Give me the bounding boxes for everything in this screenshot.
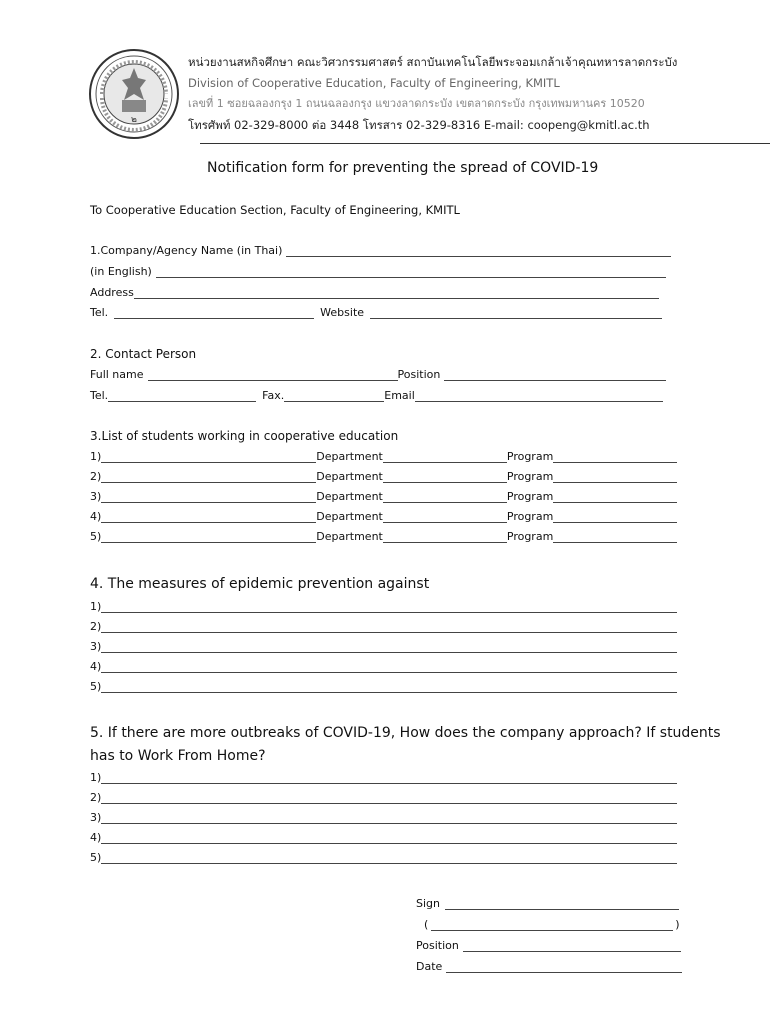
- approach-field[interactable]: [101, 831, 677, 844]
- approach-number: 4): [90, 831, 102, 844]
- measure-row: [90, 660, 677, 673]
- student-row: [90, 470, 677, 483]
- measure-field[interactable]: [101, 680, 677, 693]
- contact-tel-label: Tel.: [90, 389, 109, 402]
- sign-date-label: Date: [416, 960, 443, 973]
- student-number: 1): [90, 450, 102, 463]
- measure-row: [90, 620, 677, 633]
- recipient-line: To Cooperative Education Section, Faculty of Engineering, KMITL: [90, 203, 460, 217]
- email-field[interactable]: [415, 389, 663, 402]
- approach-field[interactable]: [101, 771, 677, 784]
- sign-label: Sign: [416, 897, 440, 910]
- measure-field[interactable]: [101, 640, 677, 653]
- measure-row: [90, 640, 677, 653]
- contact-tel-field[interactable]: [108, 389, 256, 402]
- approach-row: [90, 771, 677, 784]
- student-name-field[interactable]: [101, 470, 316, 483]
- company-english-field[interactable]: [156, 265, 666, 278]
- student-row: [90, 450, 677, 463]
- website-label: Website: [320, 306, 365, 319]
- measure-field[interactable]: [101, 620, 677, 633]
- header-thai-address: เลขที่ 1 ซอยฉลองกรุง 1 ถนนฉลองกรุง แขวงลาดกระบัง เขตลาดกระบัง กรุงเทพมหานคร 10520: [188, 97, 645, 110]
- measure-number: 1): [90, 600, 102, 613]
- department-label: Department: [316, 450, 383, 463]
- sign-date-field[interactable]: [446, 960, 682, 973]
- sign-position-field[interactable]: [463, 939, 681, 952]
- contact-position-label: Position: [397, 368, 441, 381]
- contact-position-field[interactable]: [444, 368, 666, 381]
- full-name-label: Full name: [90, 368, 144, 381]
- approach-row: [90, 811, 677, 824]
- student-name-field[interactable]: [101, 450, 316, 463]
- approach-row: [90, 851, 677, 864]
- sign-name-open-paren: (: [424, 918, 429, 931]
- tel-website-row: [90, 306, 662, 319]
- fax-label: Fax.: [262, 389, 285, 402]
- header-english-unit: Division of Cooperative Education, Faculty of Engineering, KMITL: [188, 76, 560, 90]
- measure-number: 3): [90, 640, 102, 653]
- approach-number: 2): [90, 791, 102, 804]
- measure-number: 4): [90, 660, 102, 673]
- sign-name-field[interactable]: [431, 918, 673, 931]
- department-label: Department: [316, 490, 383, 503]
- program-label: Program: [506, 470, 554, 483]
- address-row: [90, 286, 659, 299]
- sign-name-close-paren: ): [675, 918, 680, 931]
- student-row: [90, 530, 677, 543]
- contact-name-row: [90, 368, 666, 381]
- program-label: Program: [506, 450, 554, 463]
- sign-field[interactable]: [445, 897, 679, 910]
- measure-field[interactable]: [101, 660, 677, 673]
- sign-row: [416, 897, 679, 910]
- approach-row: [90, 831, 677, 844]
- website-field[interactable]: [370, 306, 662, 319]
- company-tel-field[interactable]: [114, 306, 314, 319]
- program-field[interactable]: [553, 510, 677, 523]
- section2-heading: 2. Contact Person: [90, 347, 197, 361]
- department-field[interactable]: [383, 470, 507, 483]
- approach-field[interactable]: [101, 791, 677, 804]
- approach-number: 3): [90, 811, 102, 824]
- section4-heading: 4. The measures of epidemic prevention against: [90, 576, 430, 592]
- section5-heading-line1: 5. If there are more outbreaks of COVID-19, How does the company approach? If students: [90, 725, 721, 741]
- approach-field[interactable]: [101, 851, 677, 864]
- approach-number: 5): [90, 851, 102, 864]
- section3-heading: 3.List of students working in cooperative education: [90, 429, 399, 443]
- department-field[interactable]: [383, 510, 507, 523]
- sign-date-row: [416, 960, 682, 973]
- department-field[interactable]: [383, 450, 507, 463]
- form-title: Notification form for preventing the spread of COVID-19: [207, 160, 599, 176]
- program-label: Program: [506, 530, 554, 543]
- header-divider: [200, 143, 770, 144]
- section5-heading-line2: has to Work From Home?: [90, 748, 266, 764]
- approach-field[interactable]: [101, 811, 677, 824]
- kmitl-seal-logo: [88, 48, 180, 140]
- header-contact: โทรศัพท์ 02-329-8000 ต่อ 3448 โทรสาร 02-329-8316 E-mail: coopeng@kmitl.ac.th: [188, 118, 650, 132]
- contact-tel-row: [90, 389, 663, 402]
- full-name-field[interactable]: [148, 368, 398, 381]
- address-field[interactable]: [134, 286, 659, 299]
- department-label: Department: [316, 470, 383, 483]
- student-row: [90, 510, 677, 523]
- fax-field[interactable]: [284, 389, 384, 402]
- company-english-label: (in English): [90, 265, 152, 278]
- company-thai-field[interactable]: [286, 244, 671, 257]
- student-name-field[interactable]: [101, 510, 316, 523]
- measure-number: 2): [90, 620, 102, 633]
- company-tel-label: Tel.: [90, 306, 109, 319]
- company-thai-label: 1.Company/Agency Name (in Thai): [90, 244, 283, 257]
- department-label: Department: [316, 530, 383, 543]
- company-thai-row: [90, 244, 671, 257]
- department-label: Department: [316, 510, 383, 523]
- sign-name-row: [424, 918, 680, 931]
- student-name-field[interactable]: [101, 490, 316, 503]
- svg-text:๒: ๒: [131, 115, 137, 125]
- student-number: 5): [90, 530, 102, 543]
- email-label: Email: [384, 389, 415, 402]
- program-field[interactable]: [553, 490, 677, 503]
- measure-row: [90, 680, 677, 693]
- department-field[interactable]: [383, 530, 507, 543]
- header-thai-unit: หน่วยงานสหกิจศึกษา คณะวิศวกรรมศาสตร์ สถาบันเทคโนโลยีพระจอมเกล้าเจ้าคุณทหารลาดกระบัง: [188, 55, 678, 69]
- department-field[interactable]: [383, 490, 507, 503]
- approach-row: [90, 791, 677, 804]
- student-number: 3): [90, 490, 102, 503]
- student-name-field[interactable]: [101, 530, 316, 543]
- approach-number: 1): [90, 771, 102, 784]
- measure-number: 5): [90, 680, 102, 693]
- program-label: Program: [506, 510, 554, 523]
- student-number: 2): [90, 470, 102, 483]
- student-row: [90, 490, 677, 503]
- address-label: Address: [90, 286, 134, 299]
- program-field[interactable]: [553, 470, 677, 483]
- sign-position-label: Position: [416, 939, 459, 952]
- program-field[interactable]: [553, 450, 677, 463]
- student-number: 4): [90, 510, 102, 523]
- measure-row: [90, 600, 677, 613]
- measure-field[interactable]: [101, 600, 677, 613]
- program-field[interactable]: [553, 530, 677, 543]
- company-english-row: [90, 265, 666, 278]
- program-label: Program: [506, 490, 554, 503]
- sign-position-row: [416, 939, 681, 952]
